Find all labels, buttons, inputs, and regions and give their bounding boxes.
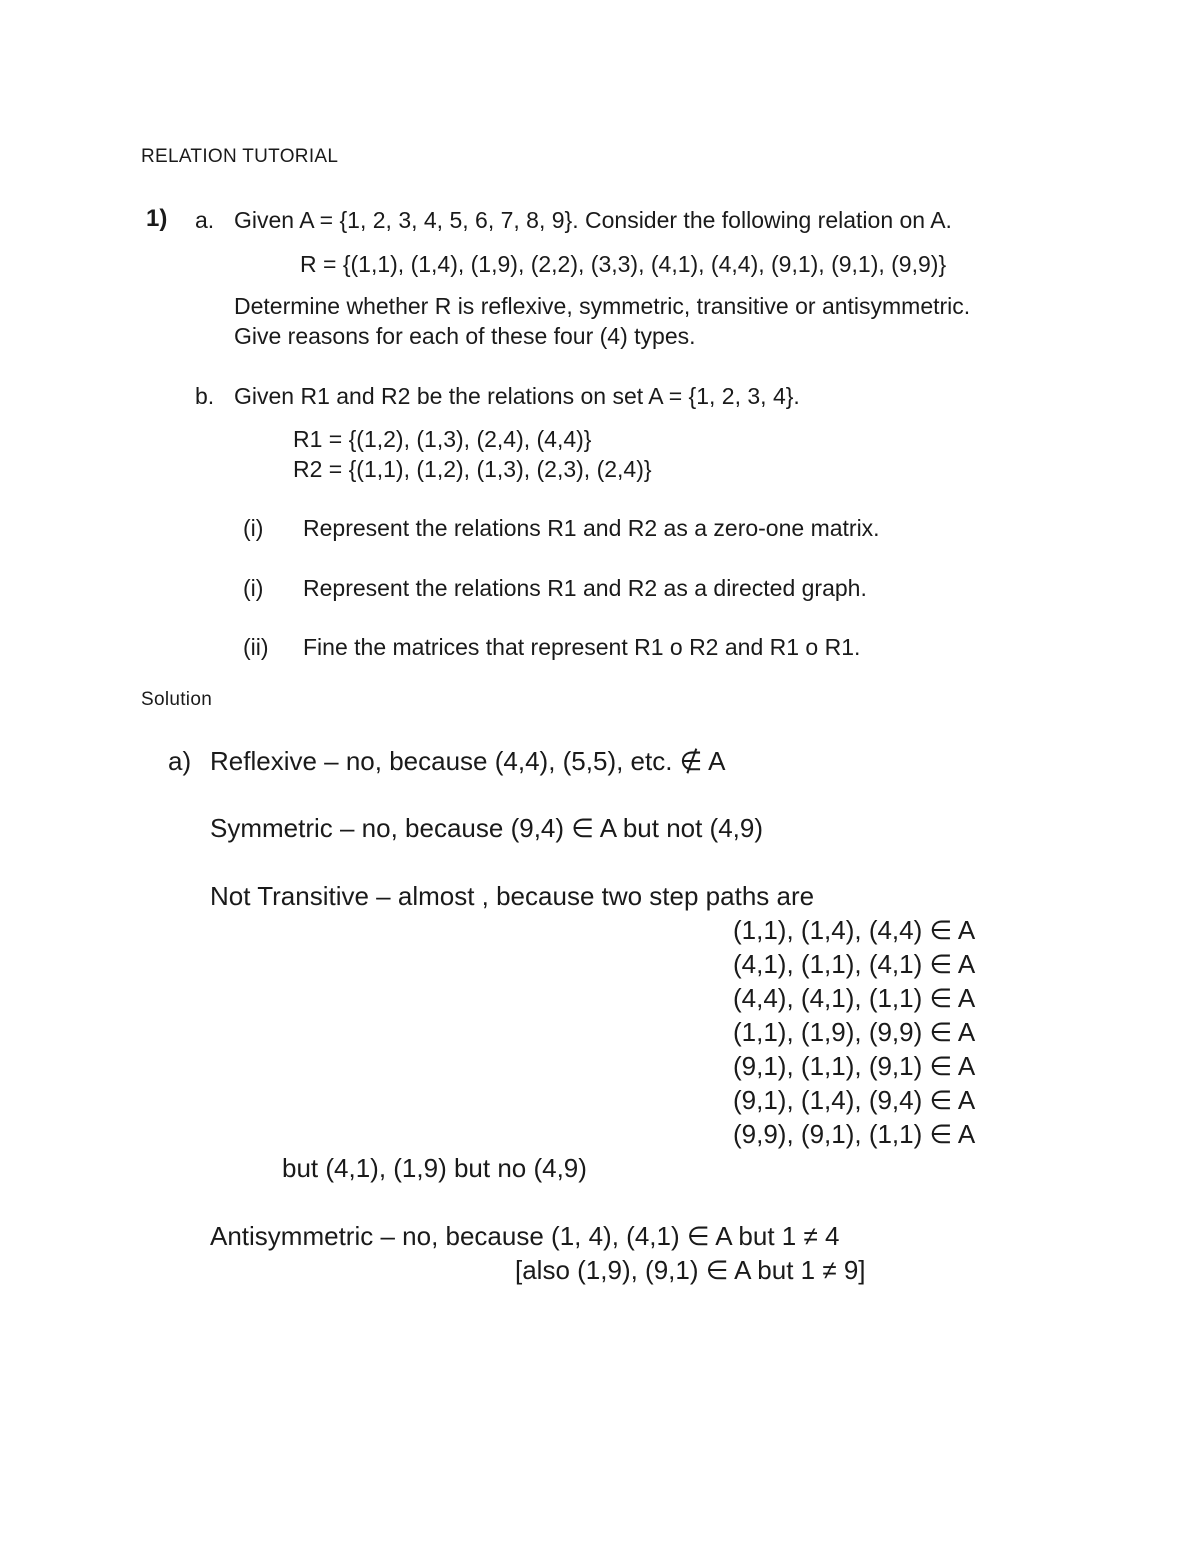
reflexive-answer: Reflexive – no, because (4,4), (5,5), etc. ∉ A (210, 746, 726, 776)
path-line: (9,1), (1,4), (9,4) ∈ A (733, 1085, 976, 1115)
relation-r1: R1 = {(1,2), (1,3), (2,4), (4,4)} (293, 426, 592, 452)
subitem-text: Represent the relations R1 and R2 as a zero-one matrix. (303, 515, 880, 541)
subitem-label: (i) (243, 575, 264, 601)
part-b-line1: Given R1 and R2 be the relations on set A = {1, 2, 3, 4}. (234, 383, 800, 409)
subitem-text: Represent the relations R1 and R2 as a directed graph. (303, 575, 867, 601)
path-line: (1,1), (1,4), (4,4) ∈ A (733, 915, 976, 945)
part-a-line3: Determine whether R is reflexive, symmetric, transitive or antisymmetric. (234, 293, 971, 319)
part-a-line1 (234, 206, 952, 234)
path-line: (4,1), (1,1), (4,1) ∈ A (733, 949, 976, 979)
part-a-line4: Give reasons for each of these four (4) types. (234, 323, 696, 349)
path-line: (9,9), (9,1), (1,1) ∈ A (733, 1119, 976, 1149)
document-header: RELATION TUTORIAL (141, 146, 339, 167)
question-number: 1) (146, 205, 168, 232)
subitem-label: (i) (243, 515, 264, 541)
path-line: (1,1), (1,9), (9,9) ∈ A (733, 1017, 976, 1047)
part-b-label: b. (195, 383, 215, 409)
part-a-label: a. (195, 207, 215, 233)
transitive-answer: Not Transitive – almost , because two step paths are (210, 881, 815, 911)
part-a-line1-text: Given A = {1, 2, 3, 4, 5, 6, 7, 8, 9}. Consider the following relation on A. (234, 207, 952, 233)
relation-r: R = {(1,1), (1,4), (1,9), (2,2), (3,3), (4,1), (4,4), (9,1), (9,1), (9,9)} (300, 251, 947, 277)
path-line: (9,1), (1,1), (9,1) ∈ A (733, 1051, 976, 1081)
symmetric-answer: Symmetric – no, because (9,4) ∈ A but not (4,9) (210, 813, 764, 843)
subitem-text: Fine the matrices that represent R1 o R2 and R1 o R1. (303, 634, 861, 660)
antisymmetric-also: [also (1,9), (9,1) ∈ A but 1 ≠ 9] (515, 1255, 866, 1285)
relation-r2: R2 = {(1,1), (1,2), (1,3), (2,3), (2,4)} (293, 456, 652, 482)
path-line: (4,4), (4,1), (1,1) ∈ A (733, 983, 976, 1013)
antisymmetric-answer: Antisymmetric – no, because (1, 4), (4,1) ∈ A but 1 ≠ 4 (210, 1221, 840, 1251)
subitem-label: (ii) (243, 634, 269, 660)
transitive-counterexample: but (4,1), (1,9) but no (4,9) (282, 1153, 587, 1183)
solution-label: a) (168, 746, 192, 776)
solution-heading: Solution (141, 689, 213, 710)
